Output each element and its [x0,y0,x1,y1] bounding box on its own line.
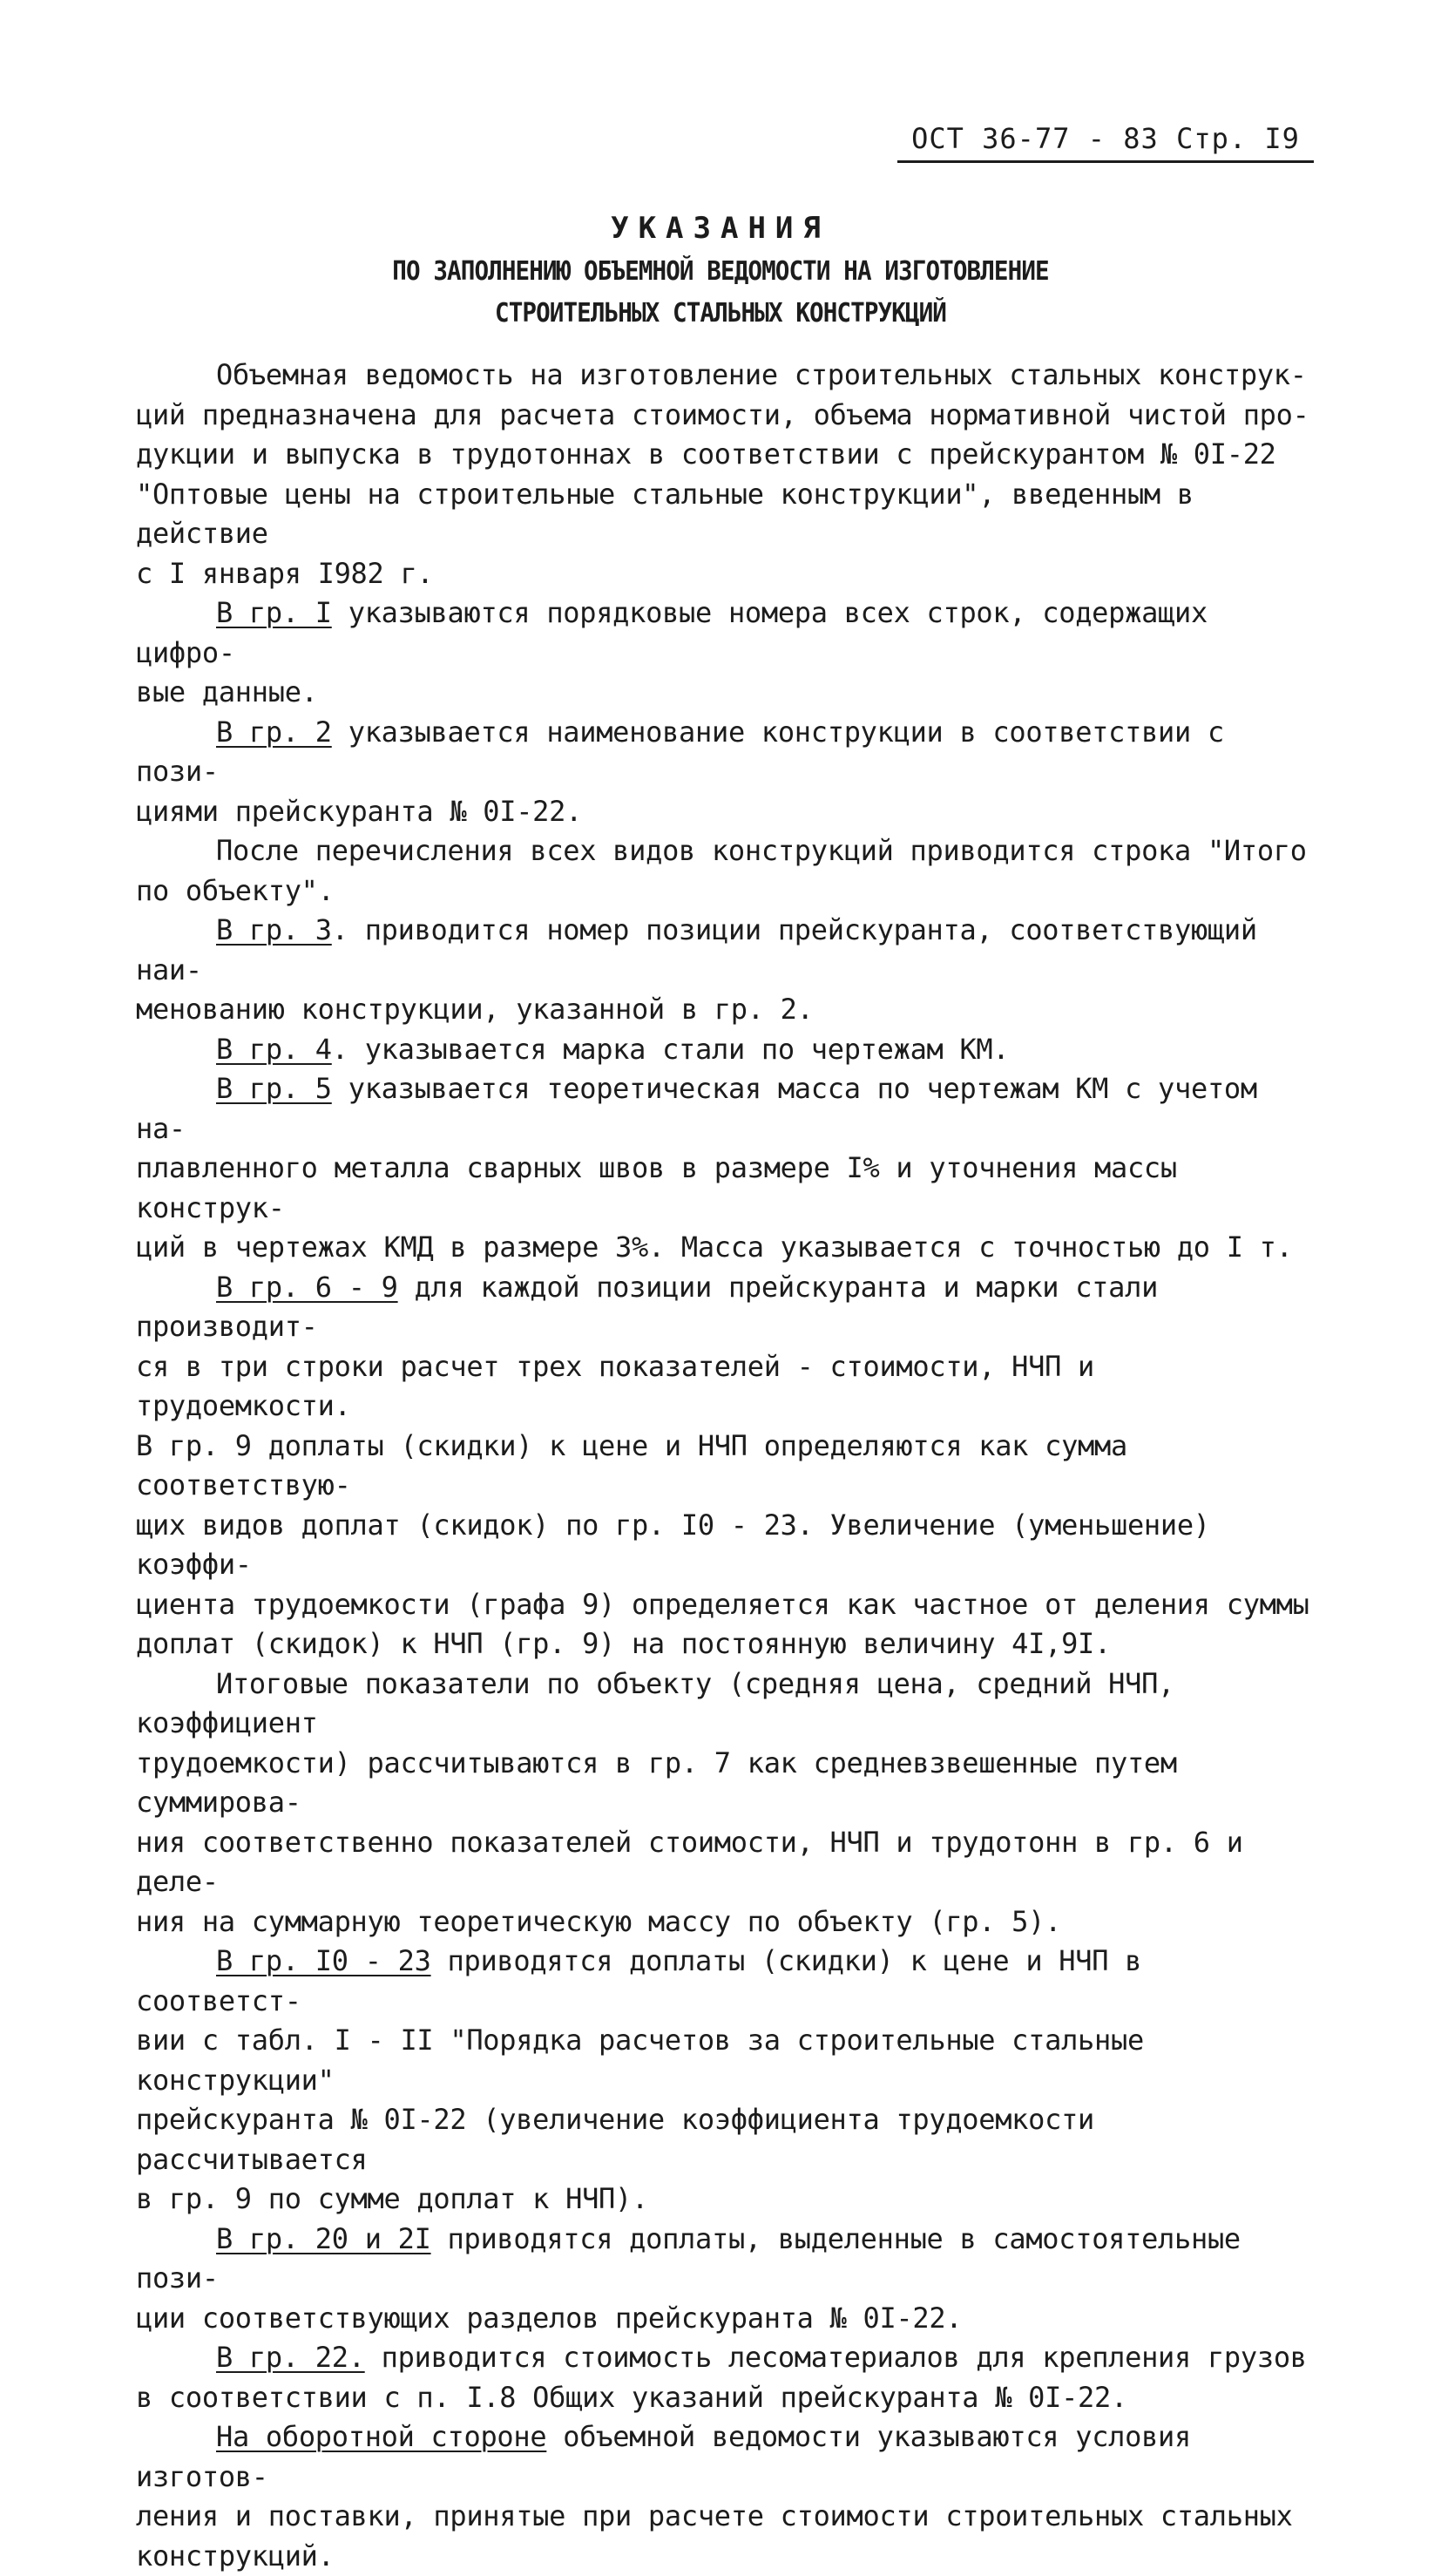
paragraph-text: объемной ведомости указываются условия изготов- ления и поставки, принятые при расчете стоимости строительных стальных конструкций. [136,2420,1293,2573]
paragraph-text: . указывается марка стали по чертежам КМ. [331,1032,1010,1066]
column-reference: В гр. 20 и 2I [216,2221,431,2255]
body-text [136,356,1321,2576]
paragraph-text: . приводится номер позиции прейскуранта, соответствующий наи- менованию конструкции, указанной в гр. 2. [136,913,1257,1026]
paragraph-col-10-23 [136,1942,1321,2220]
paragraph-text: указываются порядковые номера всех строк, содержащих цифро- вые данные. [136,596,1208,708]
paragraph-text: приводятся доплаты (скидки) к цене и НЧП в соответст- вии с табл. I - II "Порядка расчетов за строительные стальные конструкции" прейскуранта № 0I-22 (увеличение коэффициента трудоемкости рассчитывается в гр. 9 по сумме доплат к НЧП). [136,1944,1144,2215]
paragraph-text: Объемная ведомость на изготовление строительных стальных конструк- ций предназначена для расчета стоимости, объема нормативной чистой про- дукции и выпуска в трудотоннах в соответствии с прейскурантом № 0I-22 "Оптовые цены на строительные стальные конструкции", введенным в действие с I января I982 г. [136,358,1309,590]
title-main: УКАЗАНИЯ [611,211,830,246]
column-reference: На оборотной стороне [216,2420,547,2453]
page-header-reference: ОСТ 36-77 - 83 Стр. I9 [897,117,1314,163]
column-reference: В гр. 2 [216,715,332,749]
paragraph-text: указывается теоретическая масса по чертежам КМ с учетом на- плавленного металла сварных швов в размере I% и уточнения массы конструк- ций в чертежах КМД в размере 3%. Масса указывается с точностью до I т. [136,1072,1293,1264]
column-reference: В гр. 3 [216,913,332,946]
column-reference: В гр. I0 - 23 [216,1944,431,1977]
column-reference: В гр. 4 [216,1032,332,1066]
paragraph-col-5 [136,1069,1321,1268]
paragraph-text: указывается наименование конструкции в соответствии с пози- циями прейскуранта № 0I-22. [136,715,1224,828]
column-reference: В гр. I [216,596,332,629]
paragraph-col-20-21 [136,2220,1321,2339]
title-line-3: СТРОИТЕЛЬНЫХ СТАЛЬНЫХ КОНСТРУКЦИЙ [495,298,946,329]
column-reference: В гр. 5 [216,1072,332,1105]
document-title [131,206,1310,335]
paragraph-col-1 [136,593,1321,713]
paragraph-col-6-9 [136,1268,1321,1664]
paragraph-total-row [136,831,1321,911]
paragraph-col-2 [136,713,1321,832]
title-line-2: ПО ЗАПОЛНЕНИЮ ОБЪЕМНОЙ ВЕДОМОСТИ НА ИЗГОТОВЛЕНИЕ [392,256,1049,287]
paragraph-text: приводится стоимость лесоматериалов для крепления грузов в соответствии с п. I.8 Общих указаний прейскуранта № 0I-22. [136,2341,1307,2414]
column-reference: В гр. 6 - 9 [216,1270,398,1304]
paragraph-col-3 [136,911,1321,1030]
paragraph-text: для каждой позиции прейскуранта и марки стали производит- ся в три строки расчет трех показателей - стоимости, НЧП и трудоемкости. В гр. 9 доплаты (скидки) к цене и НЧП определяются как сумма соответствую- щих видов доплат (скидок) по гр. I0 - 23. Увеличение (уменьшение) коэффи- циента трудоемкости (графа 9) определяется как частное от деления суммы доплат (скидок) к НЧП (гр. 9) на постоянную величину 4I,9I. [136,1270,1309,1660]
paragraph-intro [136,356,1321,593]
paragraph-text: Итоговые показатели по объекту (средняя цена, средний НЧП, коэффициент трудоемкости) рассчитываются в гр. 7 как средневзвешенные путем суммирова- ния соответственно показателей стоимости, НЧП и трудотонн в гр. 6 и деле- ния на суммарную теоретическую массу по объекту (гр. 5). [136,1666,1243,1938]
paragraph-totals [136,1664,1321,1942]
paragraph-col-22 [136,2338,1321,2417]
column-reference: В гр. 22. [216,2341,365,2374]
paragraph-col-4 [136,1030,1321,1070]
paragraph-reverse-side [136,2417,1321,2576]
paragraph-text: После перечисления всех видов конструкций приводится строка "Итого по объекту". [136,834,1307,907]
paragraph-text: приводятся доплаты, выделенные в самостоятельные пози- ции соответствующих разделов прейскуранта № 0I-22. [136,2221,1241,2335]
